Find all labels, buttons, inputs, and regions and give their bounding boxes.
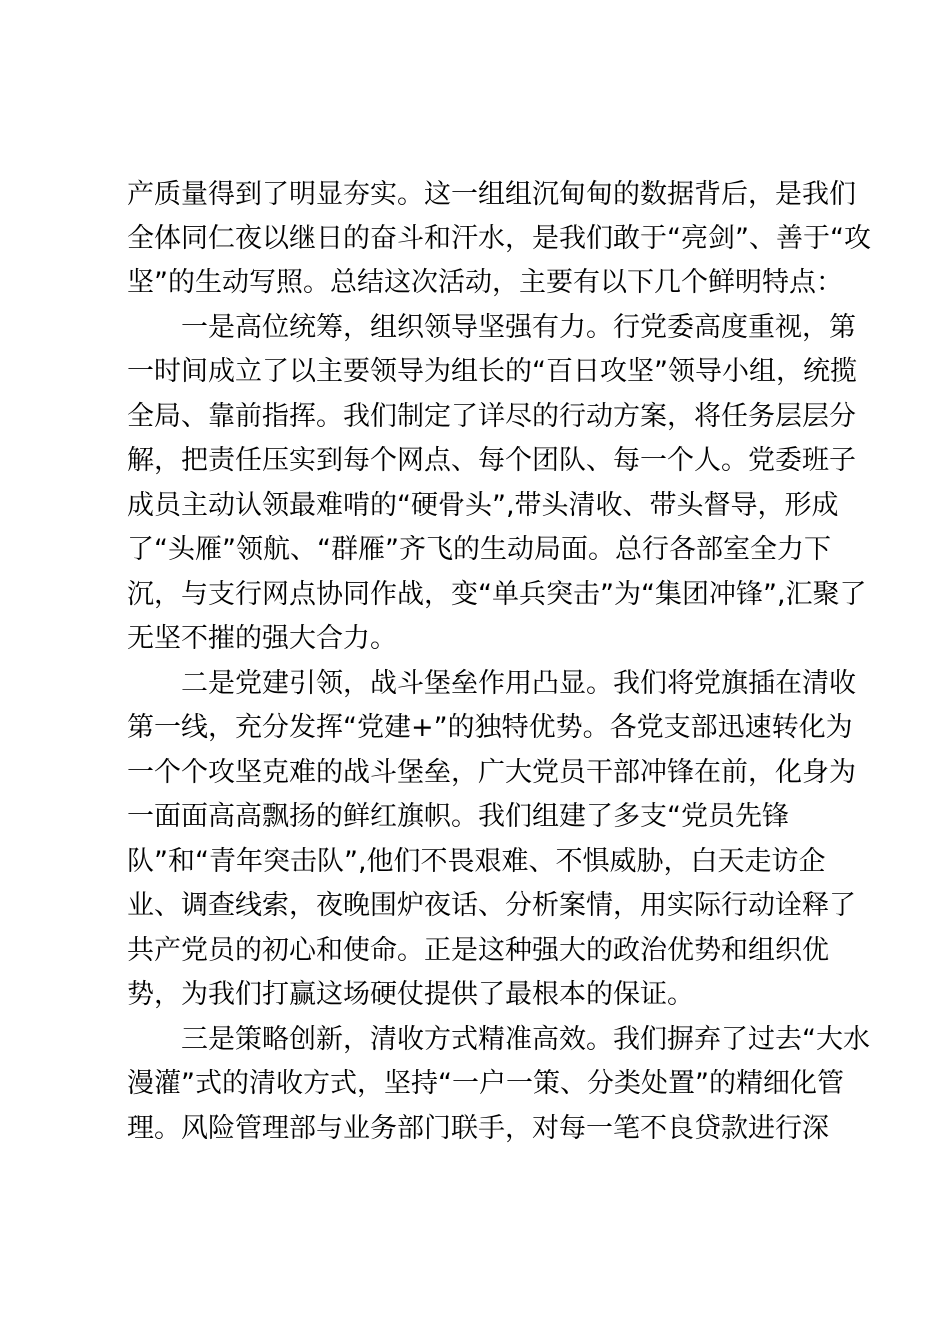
paragraph-start-line: 二是党建引领，战斗堡垒作用凸显。我们将党旗插在清收 [181,668,856,699]
text-line: 无坚不摧的强大合力。 [127,623,397,654]
text-line: 一时间成立了以主要领导为组长的“百日攻坚”领导小组，统揽 [127,356,857,387]
paragraph-start-line: 一是高位统筹，组织领导坚强有力。行党委高度重视，第 [181,312,856,343]
text-line: 产质量得到了明显夯实。这一组组沉甸甸的数据背后，是我们 [127,179,856,210]
text-line: 一面面高高飘扬的鲜红旗帜。我们组建了多支“党员先锋 [127,801,789,832]
text-line: 坚”的生动写照。总结这次活动，主要有以下几个鲜明特点： [127,267,843,298]
paragraph-start-line: 三是策略创新，清收方式精准高效。我们摒弃了过去“大水 [181,1024,870,1055]
text-line: 第一线，充分发挥“党建+”的独特优势。各党支部迅速转化为 [127,712,853,743]
text-line: 沉，与支行网点协同作战，变“单兵突击”为“集团冲锋”,汇聚了 [127,579,867,610]
text-line: 势，为我们打赢这场硬仗提供了最根本的保证。 [127,979,694,1010]
text-line: 解，把责任压实到每个网点、每个团队、每一个人。党委班子 [127,445,856,476]
text-line: 队”和“青年突击队”,他们不畏艰难、不惧威胁，白天走访企 [127,846,826,877]
text-line: 业、调查线索，夜晚围炉夜话、分析案情，用实际行动诠释了 [127,890,856,921]
text-line: 全局、靠前指挥。我们制定了详尽的行动方案，将任务层层分 [127,401,856,432]
text-line: 理。风险管理部与业务部门联手，对每一笔不良贷款进行深 [127,1113,829,1144]
text-line: 漫灌”式的清收方式，坚持“一户一策、分类处置”的精细化管 [127,1068,844,1099]
text-line: 成员主动认领最难啃的“硬骨头”,带头清收、带头督导，形成 [127,490,839,521]
text-line: 了“头雁”领航、“群雁”齐飞的生动局面。总行各部室全力下 [127,534,831,565]
text-line: 共产党员的初心和使命。正是这种强大的政治优势和组织优 [127,935,829,966]
text-line: 全体同仁夜以继日的奋斗和汗水，是我们敢于“亮剑”、善于“攻 [127,223,871,254]
text-line: 一个个攻坚克难的战斗堡垒，广大党员干部冲锋在前，化身为 [127,757,856,788]
